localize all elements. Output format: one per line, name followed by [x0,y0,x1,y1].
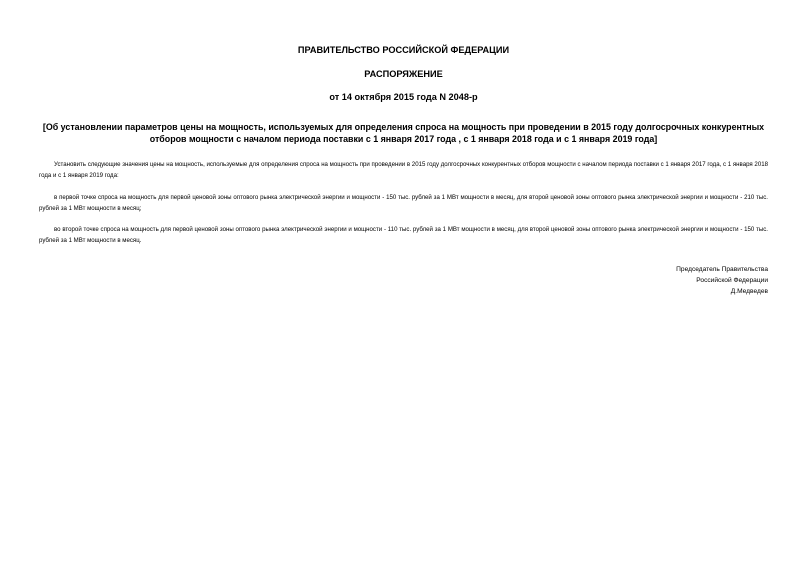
document-page [39,0,768,571]
body-paragraph-second-point: во второй точке спроса на мощность для первой ценовой зоны оптового рынка электрической энергии и мощности - 110 тыс. рублей за 1 МВт мощности в месяц, для второй ценовой зоны оптового рынка электрической энергии и мощности - 150 тыс. рублей за 1 МВт мощности в месяц. [39,226,768,244]
signatory-name: Д.Медведев [730,288,768,295]
body-paragraph-intro: Установить следующие значения цены на мощность, используемые для определения спроса на мощность при проведении в 2015 году долгосрочных конкурентных отборов мощности с началом периода поставки с 1 января 2017 года, с 1 января 2018 года и с 1 января 2019 года: [39,161,768,179]
signatory-position-line-1: Председатель Правительства [676,266,768,273]
government-heading: ПРАВИТЕЛЬСТВО РОССИЙСКОЙ ФЕДЕРАЦИИ [297,45,510,55]
signature-block [676,264,768,297]
document-date-number: от 14 октября 2015 года N 2048-р [329,92,478,102]
body-paragraph-first-point: в первой точке спроса на мощность для первой ценовой зоны оптового рынка электрической энергии и мощности - 150 тыс. рублей за 1 МВт мощности в месяц, для второй ценовой зоны оптового рынка электрической энергии и мощности - 210 тыс. рублей за 1 МВт мощности в месяц; [39,194,768,212]
signatory-position-line-2: Российской Федерации [696,277,768,284]
document-title: [Об установлении параметров цены на мощность, используемых для определения спроса на мощность при проведении в 2015 году долгосрочных конкурентных отборов мощности с началом периода поставки с 1 января 2017 года , с 1 января 2018 года и с 1 января 2019 года] [42,122,765,144]
document-type-heading: РАСПОРЯЖЕНИЕ [364,69,443,79]
